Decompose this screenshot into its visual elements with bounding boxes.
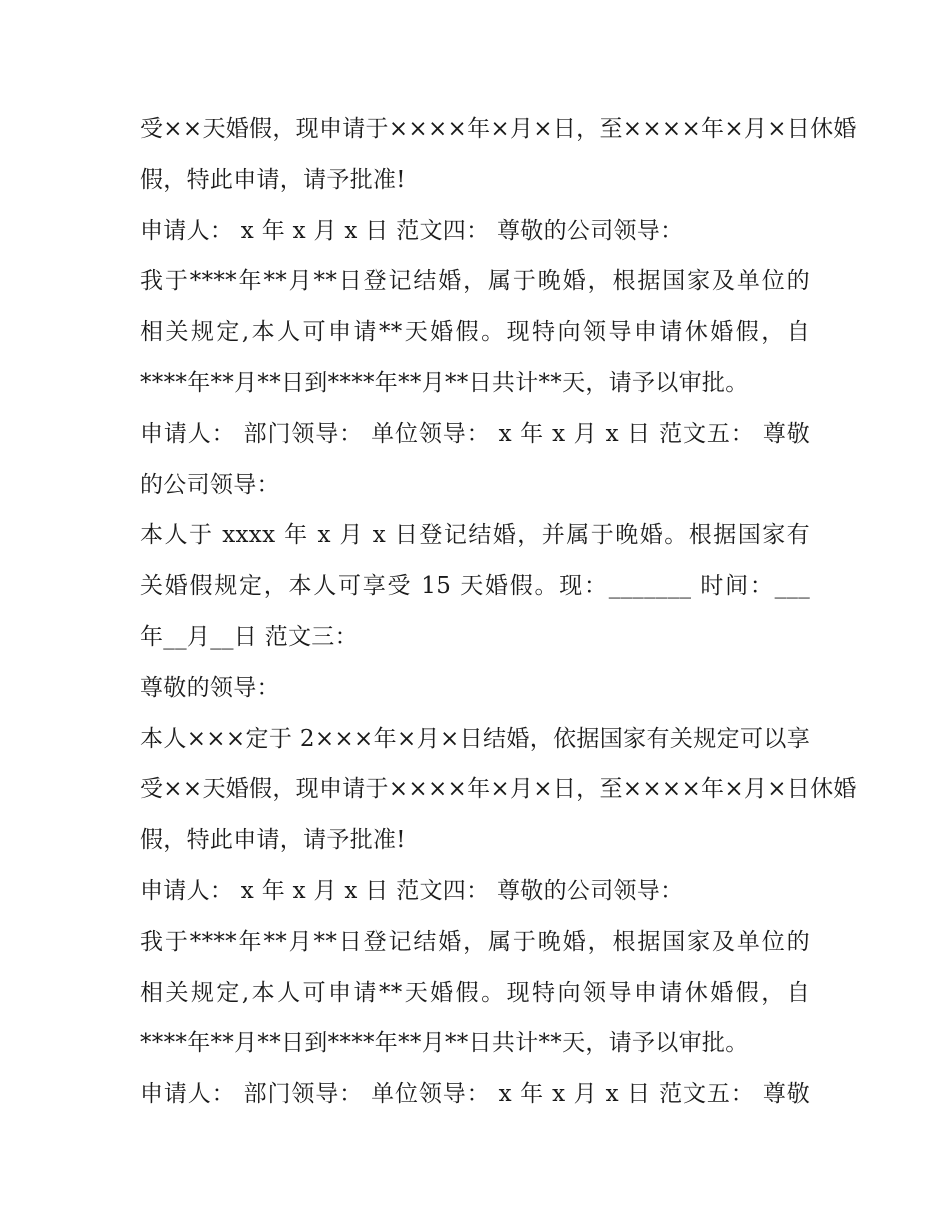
text-line: 相关规定,本人可申请**天婚假。现特向领导申请休婚假，自 [140, 979, 810, 1006]
text-line: 年__月__日 范文三： [140, 623, 358, 650]
text-line: 尊敬的领导： [140, 674, 280, 701]
text-line: 本人于 xxxx 年 x 月 x 日登记结婚，并属于晚婚。根据国家有 [140, 522, 810, 549]
text-line: 申请人： 部门领导： 单位领导： x 年 x 月 x 日 范文五： 尊敬 [140, 420, 810, 447]
text-line: 假，特此申请，请予批准! [140, 166, 406, 193]
text-line: 申请人： x 年 x 月 x 日 范文四： 尊敬的公司领导： [140, 217, 684, 244]
text-line: 受××天婚假，现申请于××××年×月×日，至××××年×月×日休婚 [140, 116, 857, 142]
text-line: 申请人： 部门领导： 单位领导： x 年 x 月 x 日 范文五： 尊敬 [140, 1081, 810, 1108]
text-line: ****年**月**日到****年**月**日共计**天，请予以审批。 [140, 1030, 749, 1057]
text-line: 关婚假规定，本人可享受 15 天婚假。现：_______ 时间：___ [140, 573, 810, 600]
document-body [140, 104, 857, 1120]
text-line: 假，特此申请，请予批准! [140, 827, 406, 854]
text-line: ****年**月**日到****年**月**日共计**天，请予以审批。 [140, 369, 749, 396]
text-line: 的公司领导： [140, 471, 280, 498]
text-line: 申请人： x 年 x 月 x 日 范文四： 尊敬的公司领导： [140, 877, 684, 904]
text-line: 我于****年**月**日登记结婚，属于晚婚，根据国家及单位的 [140, 268, 810, 295]
text-line: 相关规定,本人可申请**天婚假。现特向领导申请休婚假，自 [140, 319, 810, 346]
text-line: 受××天婚假，现申请于××××年×月×日，至××××年×月×日休婚 [140, 776, 857, 803]
text-line: 本人×××定于 2×××年×月×日结婚，依据国家有关规定可以享 [140, 725, 810, 752]
text-line: 我于****年**月**日登记结婚，属于晚婚，根据国家及单位的 [140, 928, 810, 955]
